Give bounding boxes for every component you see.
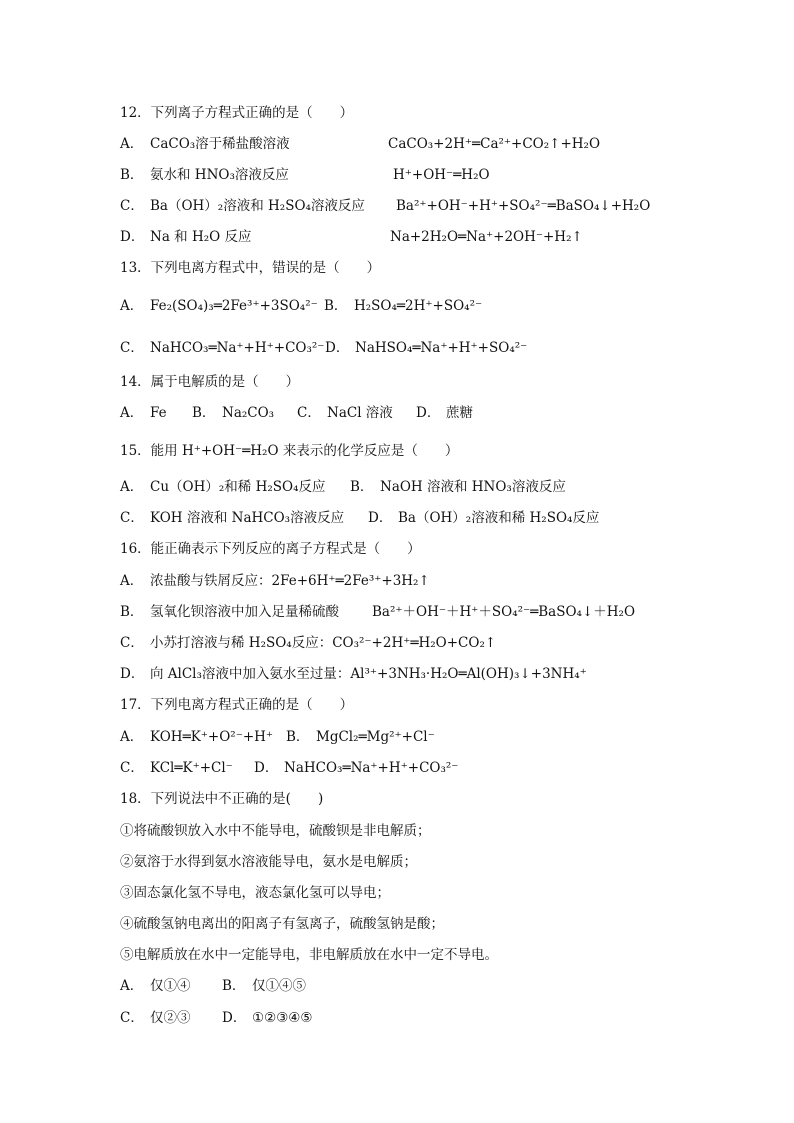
option-equation: H⁺+OH⁻═H₂O xyxy=(393,167,490,183)
option-label: C． xyxy=(120,340,144,356)
option-label: C． xyxy=(297,405,321,421)
question-12-stem: 12．下列离子方程式正确的是（ ） xyxy=(120,105,354,121)
option-equation: Ba²⁺+OH⁻+H⁺+SO₄²⁻═BaSO₄↓+H₂O xyxy=(396,198,651,214)
option-text: 仅①④ xyxy=(150,978,191,994)
question-15-stem: 15．能用 H⁺+OH⁻═H₂O 来表示的化学反应是（ ） xyxy=(120,443,459,459)
option-text: MgCl₂═Mg²⁺+Cl⁻ xyxy=(316,729,435,745)
option-text: NaCl 溶液 xyxy=(327,405,393,421)
option-text: 蔗糖 xyxy=(446,405,473,421)
option-text: ①②③④⑤ xyxy=(252,1010,313,1026)
option-label: A． xyxy=(120,479,144,495)
option-text: 氢氧化钡溶液中加入足量稀硫酸 xyxy=(150,604,339,620)
option-text: 小苏打溶液与稀 H₂SO₄反应：CO₃²⁻+2H⁺═H₂O+CO₂↑ xyxy=(150,635,497,651)
option-label: D． xyxy=(368,510,393,526)
option-text: NaHCO₃═Na⁺+H⁺+CO₃²⁻ xyxy=(284,760,459,776)
option-label: B． xyxy=(350,479,374,495)
option-label: C． xyxy=(120,198,144,214)
option-text: 浓盐酸与铁屑反应：2Fe+6H⁺═2Fe³⁺+3H₂↑ xyxy=(150,573,430,589)
question-14-stem: 14．属于电解质的是（ ） xyxy=(120,374,300,390)
option-text: 仅①④⑤ xyxy=(252,978,306,994)
option-text: NaHSO₄═Na⁺+H⁺+SO₄²⁻ xyxy=(355,340,528,356)
question-13-stem: 13．下列电离方程式中，错误的是（ ） xyxy=(120,260,381,276)
option-label: A． xyxy=(120,729,144,745)
option-label: B． xyxy=(324,298,348,314)
q18-statement-4: ④硫酸氢钠电离出的阳离子有氢离子，硫酸氢钠是酸； xyxy=(120,916,444,932)
option-label: C． xyxy=(120,510,144,526)
option-text: Na 和 H₂O 反应 xyxy=(150,229,252,245)
option-text: NaOH 溶液和 HNO₃溶液反应 xyxy=(380,479,566,495)
option-label: C． xyxy=(120,760,144,776)
q18-statement-3: ③固态氯化氢不导电，液态氯化氢可以导电； xyxy=(120,885,390,901)
option-text: KOH 溶液和 NaHCO₃溶液反应 xyxy=(150,510,345,526)
option-label: D． xyxy=(325,340,350,356)
option-label: B． xyxy=(192,405,216,421)
option-text: 氨水和 HNO₃溶液反应 xyxy=(150,167,289,183)
option-text: H₂SO₄═2H⁺+SO₄²⁻ xyxy=(354,298,483,314)
option-label: D． xyxy=(120,229,145,245)
question-18-stem: 18．下列说法中不正确的是( ) xyxy=(120,791,324,807)
question-17-stem: 17．下列电离方程式正确的是（ ） xyxy=(120,697,354,713)
option-label: B． xyxy=(120,167,144,183)
option-text: CaCO₃溶于稀盐酸溶液 xyxy=(150,136,290,152)
option-equation: CaCO₃+2H⁺═Ca²⁺+CO₂↑+H₂O xyxy=(388,136,601,152)
option-text: Fe xyxy=(150,405,167,421)
option-label: B． xyxy=(120,604,144,620)
option-text: Ba（OH）₂溶液和 H₂SO₄溶液反应 xyxy=(150,198,365,214)
option-label: C． xyxy=(120,635,144,651)
option-label: A． xyxy=(120,405,144,421)
option-label: D． xyxy=(120,666,145,682)
option-label: B． xyxy=(222,978,246,994)
option-text: 仅②③ xyxy=(150,1010,191,1026)
option-equation: Na+2H₂O═Na⁺+2OH⁻+H₂↑ xyxy=(390,229,583,245)
option-label: A． xyxy=(120,136,144,152)
option-text: KOH═K⁺+O²⁻+H⁺ xyxy=(150,729,274,745)
option-label: A． xyxy=(120,573,144,589)
option-text: Na₂CO₃ xyxy=(222,405,275,421)
q18-statement-2: ②氨溶于水得到氨水溶液能导电，氨水是电解质； xyxy=(120,854,417,870)
option-label: C． xyxy=(120,1010,144,1026)
option-text: Cu（OH）₂和稀 H₂SO₄反应 xyxy=(150,479,326,495)
option-label: B． xyxy=(286,729,310,745)
q18-statement-5: ⑤电解质放在水中一定能导电，非电解质放在水中一定不导电。 xyxy=(120,947,498,963)
option-label: D． xyxy=(222,1010,247,1026)
option-label: A． xyxy=(120,978,144,994)
option-text: NaHCO₃═Na⁺+H⁺+CO₃²⁻ xyxy=(150,340,325,356)
option-text: Fe₂(SO₄)₃═2Fe³⁺+3SO₄²⁻ xyxy=(150,298,318,314)
option-label: D． xyxy=(254,760,279,776)
question-16-stem: 16．能正确表示下列反应的离子方程式是（ ） xyxy=(120,541,421,557)
q18-statement-1: ①将硫酸钡放入水中不能导电，硫酸钡是非电解质； xyxy=(120,823,431,839)
option-equation: Ba²⁺＋OH⁻＋H⁺＋SO₄²⁻═BaSO₄↓＋H₂O xyxy=(372,604,636,620)
option-label: D． xyxy=(416,405,441,421)
option-text: Ba（OH）₂溶液和稀 H₂SO₄反应 xyxy=(398,510,600,526)
option-label: A． xyxy=(120,298,144,314)
option-text: KCl═K⁺+Cl⁻ xyxy=(150,760,233,776)
option-text: 向 AlCl₃溶液中加入氨水至过量：Al³⁺+3NH₃·H₂O═Al(OH)₃↓+3NH₄⁺ xyxy=(150,666,587,682)
